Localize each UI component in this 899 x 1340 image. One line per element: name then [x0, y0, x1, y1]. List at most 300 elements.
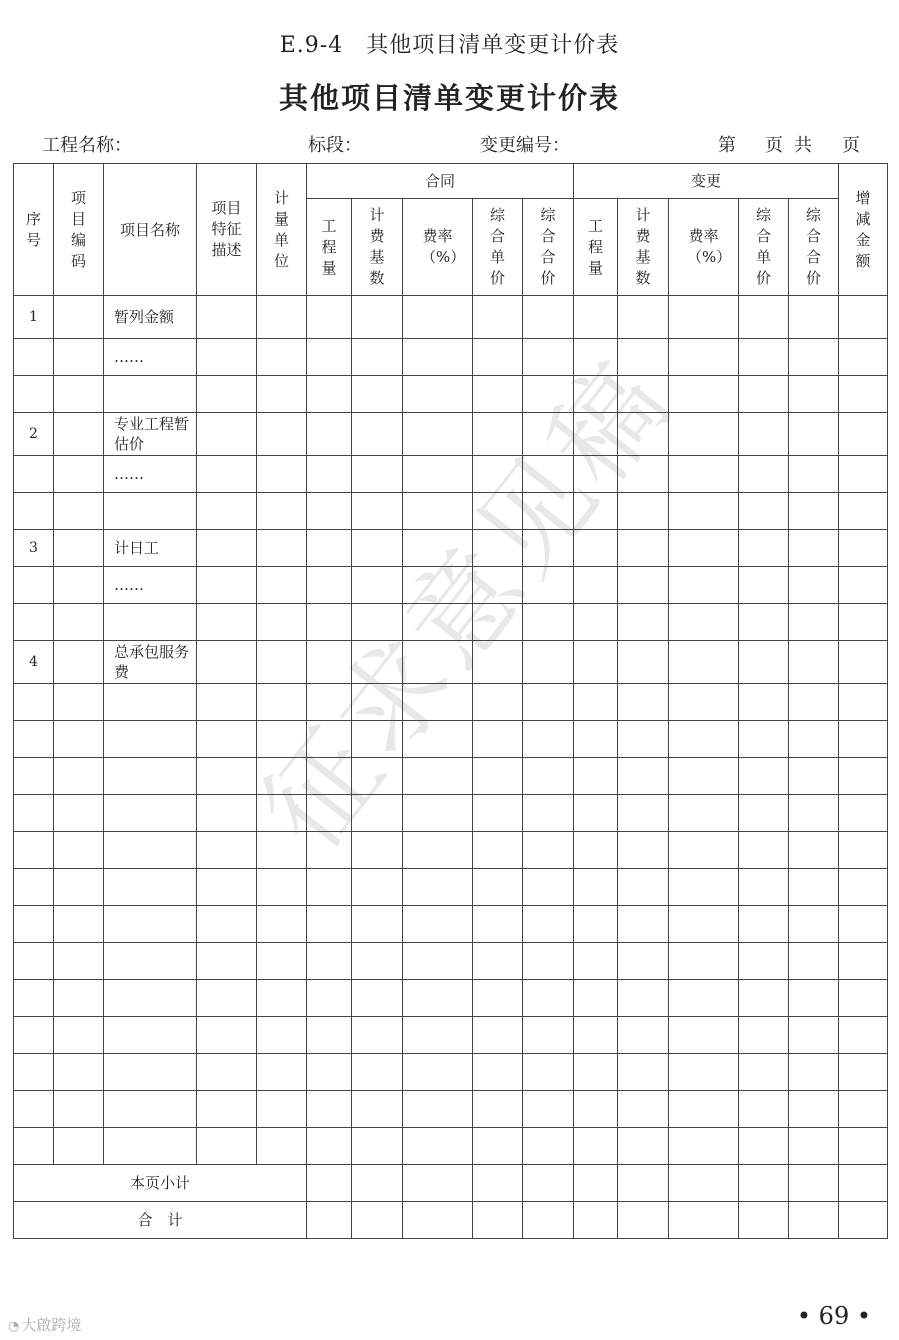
seq-cell [14, 906, 54, 943]
table-cell [618, 721, 669, 758]
table-cell [307, 684, 352, 721]
table-cell [618, 943, 669, 980]
table-cell [352, 1054, 403, 1091]
table-cell [574, 832, 618, 869]
item-name-cell: 总承包服务费 [104, 641, 197, 684]
table-cell [352, 684, 403, 721]
table-cell [54, 530, 104, 567]
seq-cell: 4 [14, 641, 54, 684]
table-cell [403, 721, 473, 758]
table-row [14, 376, 888, 413]
table-cell [197, 339, 257, 376]
table-cell [307, 906, 352, 943]
table-cell [618, 795, 669, 832]
seq-cell [14, 1054, 54, 1091]
table-cell [473, 980, 523, 1017]
table-cell [473, 758, 523, 795]
table-cell [473, 906, 523, 943]
table-cell [197, 530, 257, 567]
item-name-cell: 暂列金额 [104, 296, 197, 339]
table-cell [257, 376, 307, 413]
header-unit: 计量单位 [257, 164, 307, 296]
total-cell [523, 1202, 574, 1239]
table-cell [669, 758, 739, 795]
header-contract-quantity: 工程量 [307, 199, 352, 296]
table-cell [739, 296, 789, 339]
subtotal-cell [307, 1165, 352, 1202]
table-cell [54, 869, 104, 906]
item-name-cell [104, 832, 197, 869]
table-cell [352, 493, 403, 530]
table-cell [618, 1017, 669, 1054]
table-cell [197, 567, 257, 604]
seq-cell [14, 567, 54, 604]
table-cell [352, 456, 403, 493]
table-row [14, 906, 888, 943]
seq-cell [14, 943, 54, 980]
page-title: 其他项目清单变更计价表 [278, 81, 620, 115]
table-cell [574, 1128, 618, 1165]
table-cell [523, 567, 574, 604]
table-cell [669, 795, 739, 832]
table-cell [618, 832, 669, 869]
subtotal-cell [523, 1165, 574, 1202]
table-row [14, 721, 888, 758]
table-cell [618, 869, 669, 906]
table-cell [473, 943, 523, 980]
table-cell [669, 832, 739, 869]
table-cell [257, 1091, 307, 1128]
table-cell [839, 296, 888, 339]
table-cell [473, 1091, 523, 1128]
table-cell [307, 567, 352, 604]
table-cell [669, 1054, 739, 1091]
table-cell [839, 493, 888, 530]
table-cell [574, 456, 618, 493]
table-cell [403, 413, 473, 456]
table-cell [839, 980, 888, 1017]
table-cell [739, 530, 789, 567]
table-cell [669, 943, 739, 980]
table-cell [197, 296, 257, 339]
table-cell [789, 1054, 839, 1091]
item-name-cell [104, 980, 197, 1017]
table-cell [307, 641, 352, 684]
seq-cell [14, 795, 54, 832]
table-cell [739, 339, 789, 376]
table-cell [257, 684, 307, 721]
table-cell [739, 376, 789, 413]
table-cell [352, 339, 403, 376]
table-cell [574, 339, 618, 376]
table-cell [54, 906, 104, 943]
table-cell [669, 980, 739, 1017]
table-cell [473, 604, 523, 641]
table-cell [197, 641, 257, 684]
header-seq: 序号 [14, 164, 54, 296]
table-cell [574, 943, 618, 980]
table-cell [307, 758, 352, 795]
table-cell [197, 1128, 257, 1165]
table-cell [352, 758, 403, 795]
table-cell [789, 456, 839, 493]
table-cell [789, 758, 839, 795]
table-cell [618, 604, 669, 641]
table-cell [669, 604, 739, 641]
source-credit: ◔ 大啟跨境 [8, 1316, 82, 1334]
table-cell [307, 376, 352, 413]
table-cell [523, 456, 574, 493]
table-cell [789, 530, 839, 567]
table-cell [473, 376, 523, 413]
table-cell [307, 493, 352, 530]
seq-cell: 1 [14, 296, 54, 339]
table-cell [574, 641, 618, 684]
table-cell [789, 376, 839, 413]
table-cell [739, 456, 789, 493]
table-cell [839, 339, 888, 376]
table-cell [473, 567, 523, 604]
table-cell [739, 758, 789, 795]
table-cell [197, 1054, 257, 1091]
table-cell [789, 493, 839, 530]
table-cell [473, 493, 523, 530]
table-cell [257, 456, 307, 493]
table-cell [352, 943, 403, 980]
table-cell [257, 1128, 307, 1165]
table-cell [54, 943, 104, 980]
table-cell [352, 832, 403, 869]
table-cell [839, 641, 888, 684]
table-cell [789, 980, 839, 1017]
table-cell [307, 604, 352, 641]
table-cell [739, 906, 789, 943]
seq-cell [14, 376, 54, 413]
table-cell [574, 980, 618, 1017]
table-cell [352, 869, 403, 906]
table-cell [574, 296, 618, 339]
table-cell [197, 684, 257, 721]
table-cell [839, 758, 888, 795]
table-cell [669, 339, 739, 376]
table-cell [618, 530, 669, 567]
table-cell [789, 684, 839, 721]
table-cell [473, 1017, 523, 1054]
table-cell [307, 980, 352, 1017]
table-cell [523, 721, 574, 758]
table-row [14, 943, 888, 980]
table-cell [403, 869, 473, 906]
table-cell [789, 869, 839, 906]
table-cell [618, 296, 669, 339]
table-cell [523, 1054, 574, 1091]
item-name-cell [104, 869, 197, 906]
table-cell [473, 795, 523, 832]
table-cell [352, 641, 403, 684]
table-cell [54, 1054, 104, 1091]
table-cell [574, 1017, 618, 1054]
table-row [14, 456, 888, 493]
table-cell [574, 758, 618, 795]
table-cell [403, 339, 473, 376]
table-cell [574, 684, 618, 721]
table-cell [739, 413, 789, 456]
seq-cell [14, 684, 54, 721]
seq-cell [14, 758, 54, 795]
table-row [14, 567, 888, 604]
item-name-cell [104, 721, 197, 758]
item-name-cell [104, 493, 197, 530]
table-cell [523, 339, 574, 376]
table-row [14, 832, 888, 869]
table-cell [839, 567, 888, 604]
table-cell [307, 943, 352, 980]
table-cell [307, 1091, 352, 1128]
table-cell [669, 684, 739, 721]
table-cell [403, 980, 473, 1017]
table-cell [789, 1017, 839, 1054]
seq-cell [14, 493, 54, 530]
table-cell [307, 1054, 352, 1091]
total-cell [839, 1202, 888, 1239]
total-cell [307, 1202, 352, 1239]
table-cell [523, 641, 574, 684]
table-cell [839, 1128, 888, 1165]
table-cell [523, 795, 574, 832]
table-cell [789, 906, 839, 943]
table-cell [403, 1017, 473, 1054]
table-cell [197, 493, 257, 530]
header-change-base: 计费基数 [618, 199, 669, 296]
table-cell [54, 684, 104, 721]
table-cell [618, 456, 669, 493]
table-cell [523, 1017, 574, 1054]
table-cell [352, 376, 403, 413]
table-cell [574, 567, 618, 604]
table-cell [197, 376, 257, 413]
table-row [14, 296, 888, 339]
table-cell [523, 684, 574, 721]
header-increase-amount: 增减金额 [839, 164, 888, 296]
table-cell [197, 758, 257, 795]
table-cell [197, 869, 257, 906]
table-cell [197, 413, 257, 456]
header-change-rate: 费率（%） [669, 199, 739, 296]
table-cell [618, 758, 669, 795]
subtotal-label: 本页小计 [14, 1165, 307, 1202]
table-cell [839, 1091, 888, 1128]
table-cell [789, 296, 839, 339]
table-cell [669, 296, 739, 339]
table-cell [739, 684, 789, 721]
seq-cell [14, 980, 54, 1017]
table-cell [839, 1017, 888, 1054]
table-cell [669, 567, 739, 604]
table-cell [739, 1128, 789, 1165]
subtotal-cell [352, 1165, 403, 1202]
header-change-quantity: 工程量 [574, 199, 618, 296]
table-cell [473, 296, 523, 339]
header-contract-unit-price: 综合单价 [473, 199, 523, 296]
table-cell [403, 456, 473, 493]
table-row [14, 641, 888, 684]
table-cell [839, 795, 888, 832]
table-cell [54, 456, 104, 493]
table-cell [197, 832, 257, 869]
table-cell [54, 1128, 104, 1165]
table-cell [307, 530, 352, 567]
table-cell [352, 980, 403, 1017]
table-cell [618, 980, 669, 1017]
table-cell [54, 1017, 104, 1054]
page-di-label: 第 [718, 135, 736, 156]
item-name-cell: 计日工 [104, 530, 197, 567]
table-row [14, 339, 888, 376]
table-cell [739, 721, 789, 758]
table-row [14, 530, 888, 567]
table-cell [618, 1054, 669, 1091]
table-cell [669, 376, 739, 413]
header-contract-base: 计费基数 [352, 199, 403, 296]
item-name-cell [104, 1054, 197, 1091]
table-cell [403, 604, 473, 641]
table-cell [473, 530, 523, 567]
table-cell [574, 604, 618, 641]
table-cell [739, 604, 789, 641]
header-item-code: 项目编码 [54, 164, 104, 296]
total-cell [739, 1202, 789, 1239]
table-cell [523, 493, 574, 530]
table-cell [352, 906, 403, 943]
table-cell [789, 339, 839, 376]
table-cell [574, 795, 618, 832]
table-cell [669, 413, 739, 456]
table-cell [307, 721, 352, 758]
table-cell [669, 641, 739, 684]
form-meta-line [0, 131, 899, 157]
table-cell [739, 1091, 789, 1128]
table-cell [669, 456, 739, 493]
table-cell [839, 530, 888, 567]
table-cell [257, 1017, 307, 1054]
table-caption: E.9-4 其他项目清单变更计价表 [279, 33, 620, 58]
table-cell [789, 604, 839, 641]
table-cell [307, 1017, 352, 1054]
table-cell [839, 721, 888, 758]
table-cell [839, 1054, 888, 1091]
table-cell [403, 684, 473, 721]
table-cell [54, 1091, 104, 1128]
table-cell [473, 1054, 523, 1091]
seq-cell [14, 1017, 54, 1054]
table-cell [739, 795, 789, 832]
table-cell [669, 906, 739, 943]
page-total-ye-label: 页 [842, 135, 860, 156]
table-row [14, 1054, 888, 1091]
table-cell [789, 721, 839, 758]
table-cell [54, 296, 104, 339]
table-cell [839, 906, 888, 943]
table-cell [257, 413, 307, 456]
item-name-cell [104, 943, 197, 980]
table-cell [739, 1017, 789, 1054]
table-cell [307, 1128, 352, 1165]
seq-cell [14, 721, 54, 758]
table-cell [54, 567, 104, 604]
subtotal-cell [739, 1165, 789, 1202]
table-cell [54, 604, 104, 641]
page-ye-label: 页 [765, 135, 783, 156]
table-cell [574, 530, 618, 567]
table-row [14, 413, 888, 456]
table-cell [618, 1091, 669, 1128]
table-cell [473, 684, 523, 721]
table-cell [197, 906, 257, 943]
seq-cell [14, 832, 54, 869]
table-cell [473, 721, 523, 758]
table-cell [54, 493, 104, 530]
item-name-cell [104, 1128, 197, 1165]
table-cell [403, 832, 473, 869]
table-cell [618, 1128, 669, 1165]
table-cell [54, 758, 104, 795]
table-cell [574, 869, 618, 906]
item-name-cell [104, 795, 197, 832]
item-name-cell [104, 1017, 197, 1054]
table-cell [54, 413, 104, 456]
table-row [14, 684, 888, 721]
subtotal-cell [574, 1165, 618, 1202]
table-cell [197, 980, 257, 1017]
table-cell [473, 1128, 523, 1165]
table-cell [523, 869, 574, 906]
table-cell [739, 641, 789, 684]
table-cell [473, 456, 523, 493]
header-change-unit-price: 综合单价 [739, 199, 789, 296]
table-cell [618, 567, 669, 604]
table-cell [307, 832, 352, 869]
table-cell [523, 832, 574, 869]
table-cell [523, 1091, 574, 1128]
table-cell [789, 1091, 839, 1128]
table-cell [403, 1091, 473, 1128]
seq-cell [14, 1128, 54, 1165]
header-item-name: 项目名称 [104, 164, 197, 296]
table-cell [403, 376, 473, 413]
seq-cell: 3 [14, 530, 54, 567]
table-cell [473, 339, 523, 376]
table-cell [54, 980, 104, 1017]
table-cell [54, 641, 104, 684]
table-cell [789, 567, 839, 604]
table-cell [523, 943, 574, 980]
table-cell [739, 493, 789, 530]
table-cell [574, 721, 618, 758]
table-cell [669, 1091, 739, 1128]
item-name-cell: …… [104, 456, 197, 493]
table-cell [307, 869, 352, 906]
table-cell [669, 493, 739, 530]
table-cell [574, 376, 618, 413]
table-cell [352, 1091, 403, 1128]
table-cell [839, 943, 888, 980]
table-cell [473, 832, 523, 869]
subtotal-cell [839, 1165, 888, 1202]
seq-cell [14, 339, 54, 376]
table-cell [739, 1054, 789, 1091]
subtotal-cell [473, 1165, 523, 1202]
table-row [14, 758, 888, 795]
